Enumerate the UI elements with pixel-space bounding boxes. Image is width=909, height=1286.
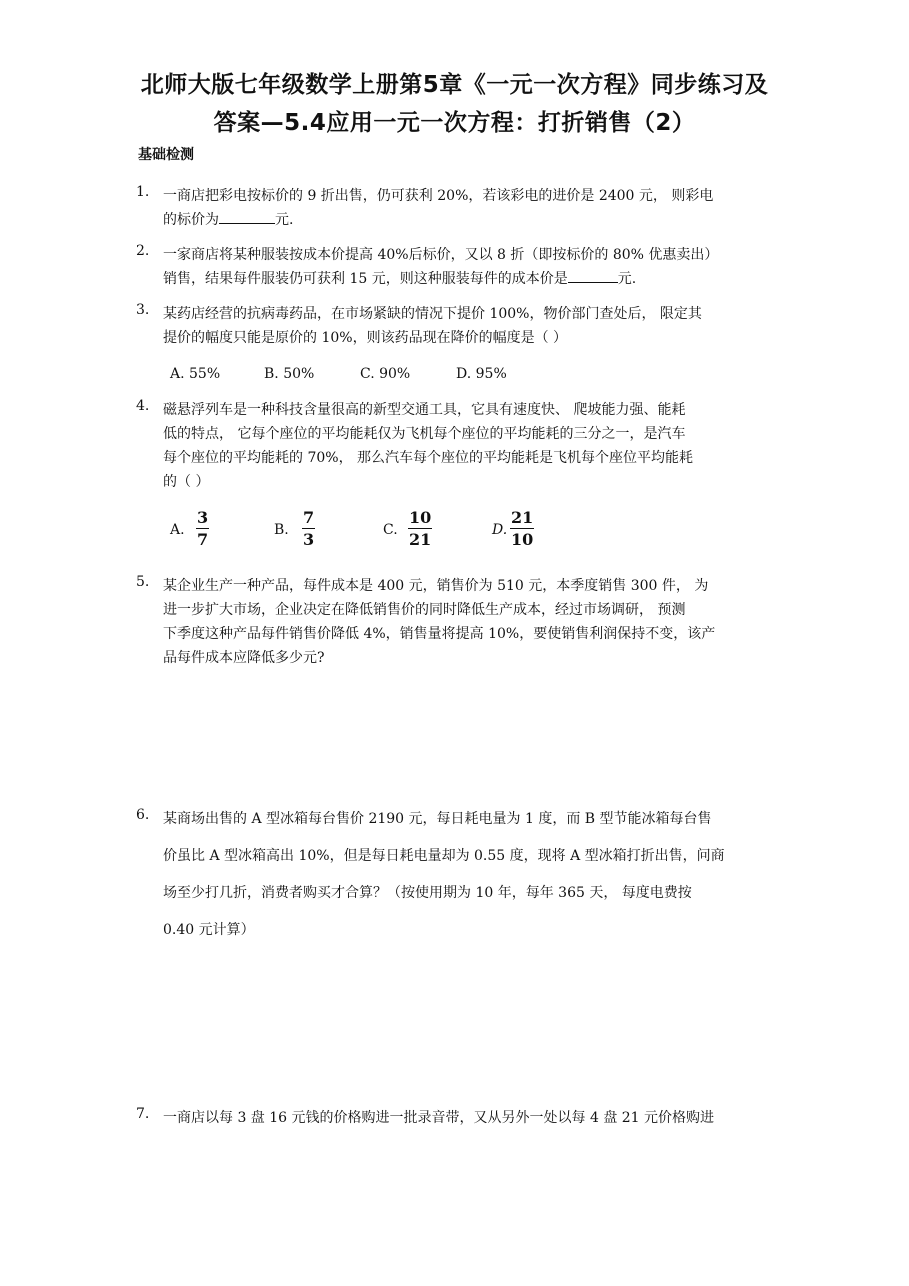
question-line: 下季度这种产品每件销售价降低 4%，销售量将提高 10%，要使销售利润保持不变，该产 (163, 626, 716, 642)
option-b[interactable]: B. 50% (264, 366, 315, 382)
question-line: 某商场出售的 A 型冰箱每台售价 2190 元，每日耗电量为 1 度，而 B 型节能冰箱每台售 (163, 811, 712, 827)
question-line: 某药店经营的抗病毒药品，在市场紧缺的情况下提价 100%，物价部门查处后， 限定其 (163, 306, 702, 322)
document-title-line-1: 北师大版七年级数学上册第5章《一元一次方程》同步练习及 (140, 72, 769, 98)
question-line: 每个座位的平均能耗的 70%， 那么汽车每个座位的平均能耗是飞机每个座位平均能耗 (163, 450, 694, 466)
question-number: 6. (136, 807, 150, 823)
question-7 (136, 1106, 776, 1130)
question-line: 品每件成本应降低多少元? (163, 650, 325, 666)
option-d[interactable]: D. 95% (456, 366, 507, 382)
question-1 (136, 184, 776, 232)
question-line: 价虽比 A 型冰箱高出 10%，但是每日耗电量却为 0.55 度，现将 A 型冰箱打折出售，问商 (163, 848, 725, 864)
option-c[interactable]: C. 90% (360, 366, 411, 382)
question-number: 4. (136, 398, 150, 414)
question-number: 2. (136, 243, 150, 259)
question-line: 0.40 元计算） (163, 922, 255, 938)
question-line: 的标价为 元. (163, 208, 776, 232)
question-3 (136, 302, 776, 350)
question-3-options (170, 366, 507, 382)
option-a[interactable]: A. 55% (170, 366, 221, 382)
question-line: 低的特点， 它每个座位的平均能耗仅为飞机每个座位的平均能耗的三分之一，是汽车 (163, 426, 686, 442)
question-number: 1. (136, 184, 150, 200)
question-4 (136, 398, 776, 494)
question-number: 5. (136, 574, 150, 590)
question-6 (136, 807, 776, 955)
question-line: 场至少打几折，消费者购买才合算？（按使用期为 10 年，每年 365 天， 每度电费按 (163, 885, 692, 901)
document-title-line-2: 答案—5.4应用一元一次方程：打折销售（2） (213, 110, 696, 136)
question-line: 磁悬浮列车是一种科技含量很高的新型交通工具，它具有速度快、 爬坡能力强、能耗 (163, 402, 686, 418)
question-line: 提价的幅度只能是原价的 10%，则该药品现在降价的幅度是（ ） (163, 330, 568, 346)
question-line: 销售，结果每件服装仍可获利 15 元，则这种服装每件的成本价是 元. (163, 267, 776, 291)
question-line: 进一步扩大市场，企业决定在降低销售价的同时降低生产成本，经过市场调研， 预测 (163, 602, 686, 618)
question-5 (136, 574, 776, 670)
question-2 (136, 243, 776, 291)
question-line: 一家商店将某种服装按成本价提高 40%后标价，又以 8 折（即按标价的 80% 优惠卖出） (163, 247, 719, 263)
question-number: 3. (136, 302, 150, 318)
answer-blank[interactable] (219, 208, 275, 224)
answer-blank[interactable] (568, 267, 618, 283)
question-line: 某企业生产一种产品，每件成本是 400 元，销售价为 510 元，本季度销售 300 件， 为 (163, 578, 709, 594)
section-heading: 基础检测 (138, 147, 194, 163)
question-line: 一商店把彩电按标价的 9 折出售，仍可获利 20%，若该彩电的进价是 2400 元， 则彩电 (163, 188, 714, 204)
document-page: 北师大版七年级数学上册第5章《一元一次方程》同步练习及 答案—5.4应用一元一次方程：打折销售（2） 基础检测 1. 一商店把彩电按标价的 9 折出售，仍可获利 20%，若该彩电的进价是 2400 元， 则彩电 的标价为 元. 2. 一家商店将某种服装按成本价提高 40%后标价，又以 8 折（即按标价的 80% 优惠卖出） 销售，结果每件服装仍可获利 15 元，则这种服装每件的成本价是 元. 3. 某药店经营的抗病毒药品，在市场紧缺的情况下提价 100%，物价部门查处后， 限定其 提价的幅度只能是原价的 10%，则该药品现在降价的幅度是（ ） A. 55% B. 50% C. 90% D. 95% 4. 磁悬浮列车是一种科技含量很高的新型交通工具，它具有速度快、 爬坡能力强、能耗 低的特点， 它每个座位的平均能耗仅为飞机每个座位的平均能耗的三分之一，是汽车 每个座位的平均能耗的 70%， 那么汽车每个座位的平均能耗是飞机每个座位平均能耗 的（ ） A. 3 7 B. 7 3 C. 10 21 D. 21 10 5. 某企业生产一种产品，每件成本是 400 元，销售价为 510 元，本季度销售 300 件， 为 进一步扩大市场，企业决定在降低销售价的同时降低生产成本，经过市场调研， 预测 下季度这种产品每件销售价降低 4%，销售量将提高 10%，要使销售利润保持不变，该产 品每件成本应降低多少元? 6. 某商场出售的 A 型冰箱每台售价 2190 元，每日耗电量为 1 度，而 B 型节能冰箱每台售 价虽比 A 型冰箱高出 10%，但是每日耗电量却为 0.55 度，现将 A 型冰箱打折出售，问商 场至少打几折，消费者购买才合算？（按使用期为 10 年，每年 365 天， 每度电费按 0.40 元计算） 7. 一商店以每 3 盘 16 元钱的价格购进一批录音带，又从另外一处以每 4 盘 21 元价格购进 (0, 0, 909, 1286)
question-line: 的（ ） (163, 474, 210, 490)
question-number: 7. (136, 1106, 150, 1122)
question-line: 一商店以每 3 盘 16 元钱的价格购进一批录音带，又从另外一处以每 4 盘 21 元价格购进 (163, 1110, 715, 1126)
